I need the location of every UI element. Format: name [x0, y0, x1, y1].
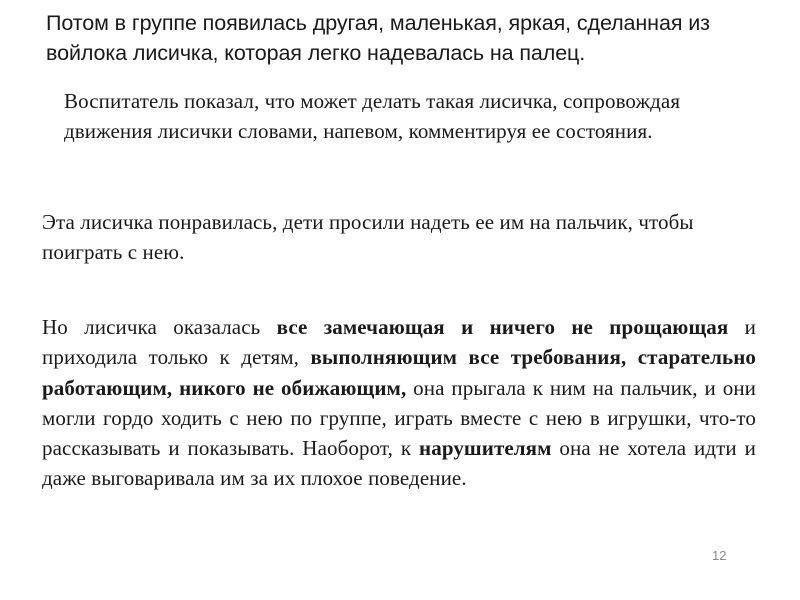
paragraph-teacher-demo: Воспитатель показал, что может делать такая лисичка, сопровождая движения лисички словами, напевом, комментируя ее состояния. — [64, 89, 681, 143]
page-number: 12 — [712, 548, 727, 563]
paragraph-4-bold-3: нарушителям — [419, 436, 552, 461]
paragraph-4-text-4: она не хотела идти и даже выговаривала им за их плохое поведение. — [42, 436, 756, 491]
paragraph-children-liked: Эта лисичка понравилась, дети просили надеть ее им на пальчик, чтобы поиграть с нею. — [42, 210, 694, 264]
paragraph-4-bold-1: все замечающая и ничего не прощающая — [276, 315, 729, 339]
paragraph-fox-rules — [42, 312, 756, 494]
paragraph-4-text-2: и приходила только к детям, — [42, 315, 756, 370]
paragraph-4-bold-2: выполняющим все требования, старательно работающим, никого не обижающим, — [42, 345, 756, 400]
paragraph-felt-fox-intro: Потом в группе появилась другая, маленькая, яркая, сделанная из войлока лисичка, которая легко надевалась на палец. — [46, 11, 710, 65]
paragraph-4-text-1: Но лисичка оказалась — [42, 315, 277, 339]
paragraph-4-text-3: она прыгала к ним на пальчик, и они могли гордо ходить с нею по группе, играть вместе с нею в игрушки, что-то рассказывать и показывать. Наоборот, к — [42, 375, 756, 461]
